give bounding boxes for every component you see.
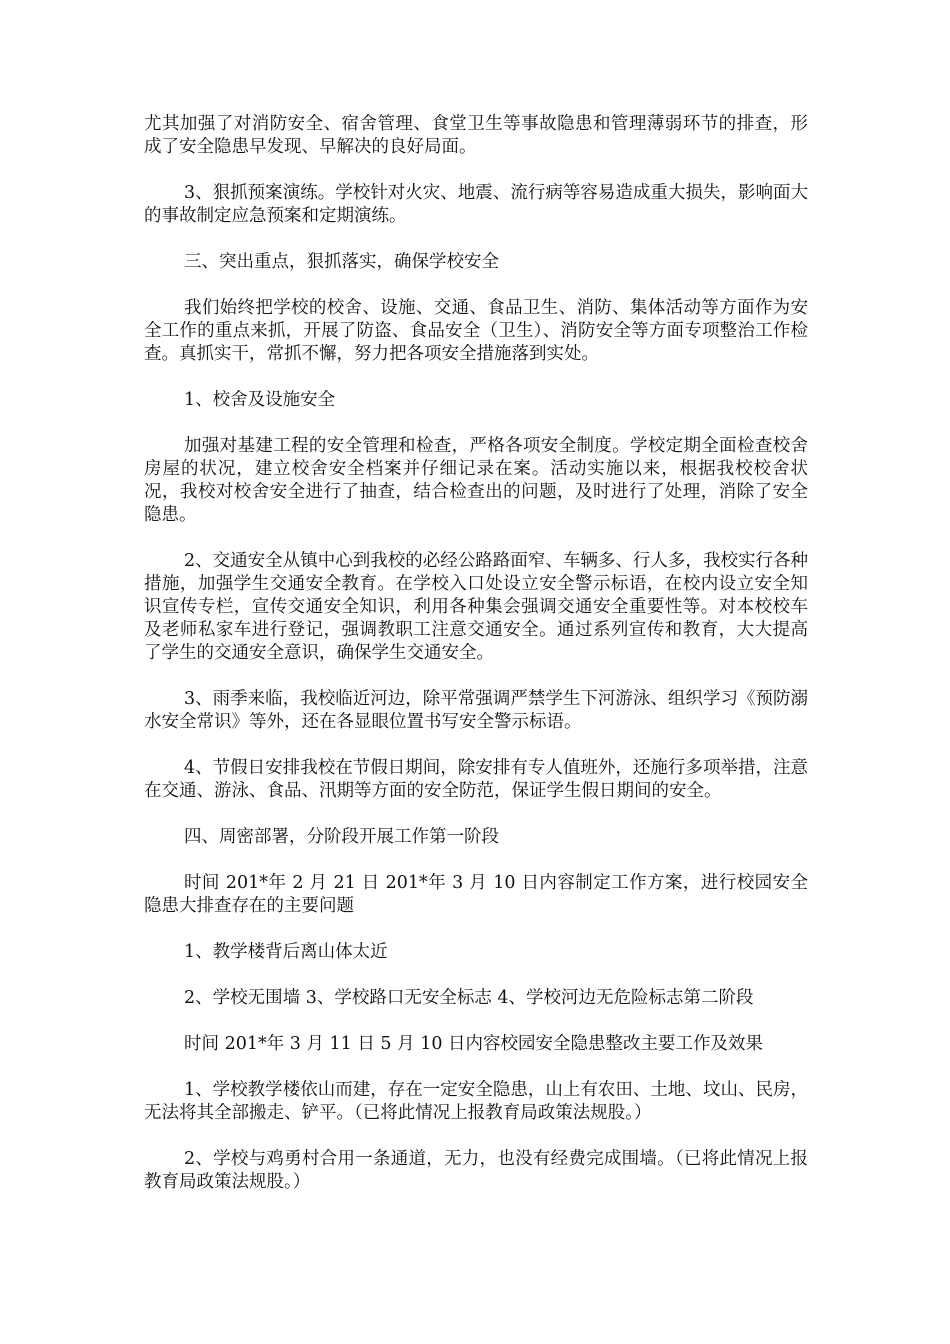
paragraph-building-inspection: 加强对基建工程的安全管理和检查，严格各项安全制度。学校定期全面检查校舍房屋的状况，建立校舍安全档案并仔细记录在案。活动实施以来，根据我校校舍状况，我校对校舍安全进行了抽查，结合检查出的问题，及时进行了处理，消除了安全隐患。 <box>144 436 808 525</box>
paragraph-focus-areas: 我们始终把学校的校舍、设施、交通、食品卫生、消防、集体活动等方面作为安全工作的重点来抓，开展了防盗、食品安全（卫生）、消防安全等方面专项整治工作检查。真抓实干，常抓不懈，努力把各项安全措施落到实处。 <box>144 298 808 364</box>
paragraph-drill-plan: 3、狠抓预案演练。学校针对火灾、地震、流行病等容易造成重大损失，影响面大的事故制定应急预案和定期演练。 <box>144 183 808 226</box>
list-item-result-1: 1、学校教学楼依山而建，存在一定安全隐患，山上有农田、土地、坟山、民房，无法将其全部搬走、铲平。（已将此情况上报教育局政策法规股。） <box>144 1080 808 1123</box>
paragraph-holiday-safety: 4、节假日安排我校在节假日期间，除安排有专人值班外，还施行多项举措，注意在交通、游泳、食品、汛期等方面的安全防范，保证学生假日期间的安全。 <box>144 758 808 801</box>
section-heading-4: 四、周密部署，分阶段开展工作第一阶段 <box>184 827 499 847</box>
paragraph-traffic-safety: 2、交通安全从镇中心到我校的必经公路路面窄、车辆多、行人多，我校实行各种措施，加强学生交通安全教育。在学校入口处设立安全警示标语，在校内设立安全知识宣传专栏，宣传交通安全知识，利用各种集会强调交通安全重要性等。对本校校车及老师私家车进行登记，强调教职工注意交通安全。通过系列宣传和教育，大大提高了学生的交通安全意识，确保学生交通安全。 <box>144 551 808 663</box>
paragraph-drowning-prevention: 3、雨季来临，我校临近河边，除平常强调严禁学生下河游泳、组织学习《预防溺水安全常识》等外，还在各显眼位置书写安全警示标语。 <box>144 689 808 732</box>
list-item-result-2: 2、学校与鸡勇村合用一条通道，无力，也没有经费完成围墙。（已将此情况上报教育局政策法规股。） <box>144 1149 808 1192</box>
document-body <box>144 113 808 1217</box>
paragraph-phase-2-time: 时间 201*年 3 月 11 日 5 月 10 日内容校园安全隐患整改主要工作及效果 <box>184 1034 764 1054</box>
subheading-building-safety: 1、校舍及设施安全 <box>184 390 336 410</box>
paragraph-continuation: 尤其加强了对消防安全、宿舍管理、食堂卫生等事故隐患和管理薄弱环节的排查，形成了安全隐患早发现、早解决的良好局面。 <box>144 114 808 157</box>
paragraph-phase-1-time: 时间 201*年 2 月 21 日 201*年 3 月 10 日内容制定工作方案，进行校园安全隐患大排查存在的主要问题 <box>144 873 808 916</box>
list-item-problems-2-4: 2、学校无围墙 3、学校路口无安全标志 4、学校河边无危险标志第二阶段 <box>184 988 754 1008</box>
list-item-problem-1: 1、教学楼背后离山体太近 <box>184 942 388 962</box>
section-heading-3: 三、突出重点，狠抓落实，确保学校安全 <box>184 252 499 272</box>
